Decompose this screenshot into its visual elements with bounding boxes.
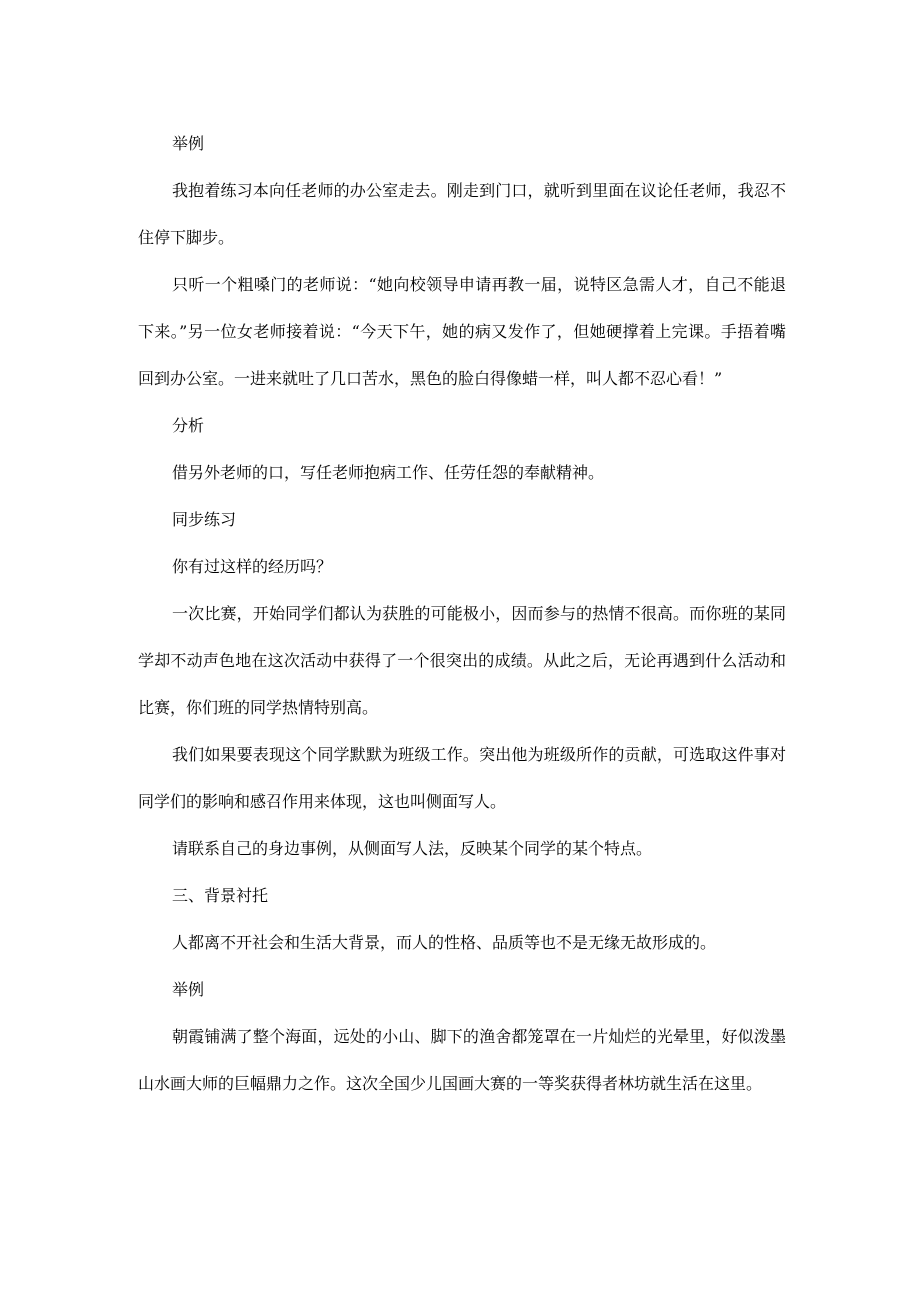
heading-background-contrast: 三、背景衬托 [172, 886, 269, 905]
paragraph-background: 人都离不开社会和生活大背景，而人的性格、品质等也不是无缘无故形成的。 [172, 933, 717, 952]
paragraph-question: 你有过这样的经历吗？ [172, 557, 333, 576]
heading-analysis: 分析 [172, 416, 205, 435]
paragraph-teachers-dialogue: 只听一个粗嗓门的老师说：“她向校领导申请再教一届，说特区急需人才，自己不能退下来。”另一位女老师接着说：“今天下午，她的病又发作了，但她硬撑着上完课。手捂着嘴回到办公室。一进来就吐了几口苦水，黑色的脸白得像蜡一样，叫人都不忍心看！” [138, 275, 786, 388]
paragraph-sea-scene: 朝霞铺满了整个海面，远处的小山、脚下的渔舍都笼罩在一片灿烂的光晕里，好似泼墨山水画大师的巨幅鼎力之作。这次全国少儿国画大赛的一等奖获得者林坊就生活在这里。 [138, 1027, 786, 1093]
document-body [138, 120, 786, 1107]
heading-example-2: 举例 [172, 980, 205, 999]
paragraph-office-walk: 我抱着练习本向任老师的办公室走去。刚走到门口，就听到里面在议论任老师，我忍不住停下脚步。 [138, 181, 786, 247]
paragraph-exercise-prompt: 请联系自己的身边事例，从侧面写人法，反映某个同学的某个特点。 [172, 839, 653, 858]
paragraph-analysis: 借另外老师的口，写任老师抱病工作、任劳任怨的奉献精神。 [172, 463, 605, 482]
heading-practice: 同步练习 [172, 510, 237, 529]
paragraph-side-writing: 我们如果要表现这个同学默默为班级工作。突出他为班级所作的贡献，可选取这件事对同学们的影响和感召作用来体现，这也叫侧面写人。 [138, 745, 786, 811]
paragraph-competition: 一次比赛，开始同学们都认为获胜的可能极小，因而参与的热情不很高。而你班的某同学却不动声色地在这次活动中获得了一个很突出的成绩。从此之后，无论再遇到什么活动和比赛，你们班的同学热情特别高。 [138, 604, 786, 717]
heading-example-1: 举例 [172, 134, 205, 153]
